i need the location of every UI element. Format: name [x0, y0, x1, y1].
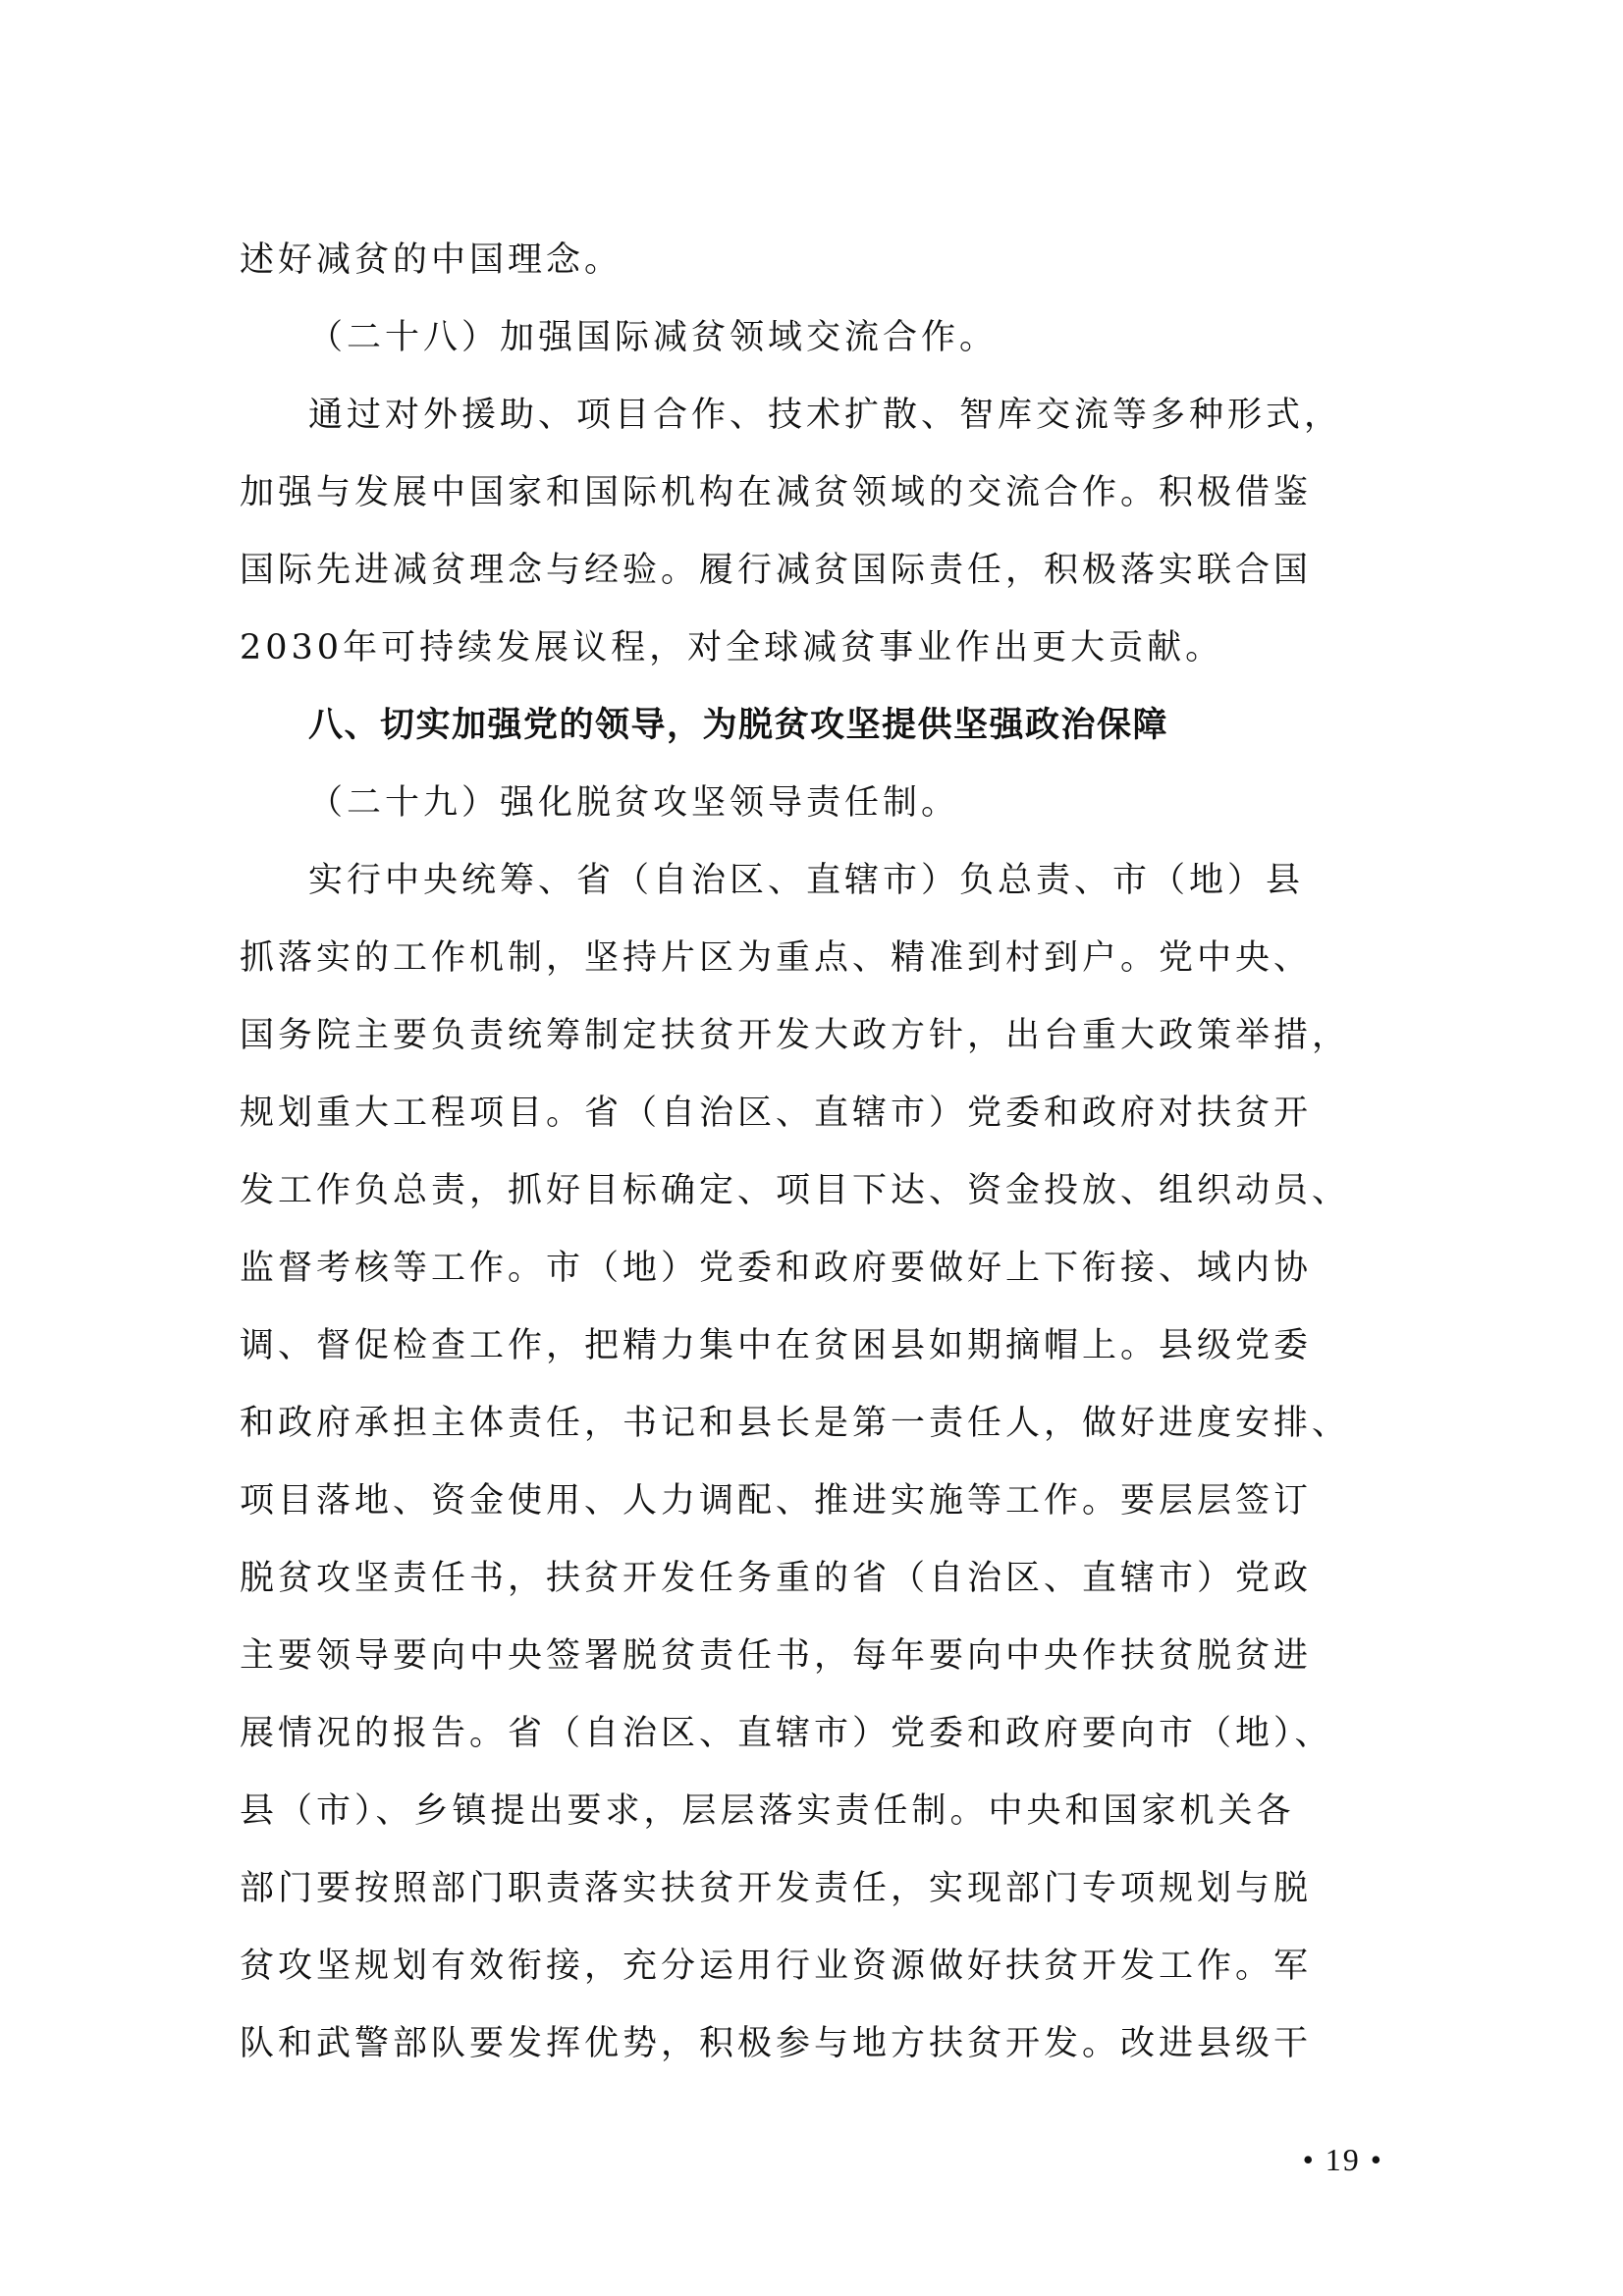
text-line: 监督考核等工作。市（地）党委和政府要做好上下衔接、域内协	[240, 1249, 1313, 1288]
text-line: 脱贫攻坚责任书，扶贫开发任务重的省（自治区、直辖市）党政	[240, 1559, 1313, 1598]
text-line: 实行中央统筹、省（自治区、直辖市）负总责、市（地）县	[308, 861, 1305, 900]
text-line: 县（市）、乡镇提出要求，层层落实责任制。中央和国家机关各	[240, 1791, 1295, 1831]
text-line: 国务院主要负责统筹制定扶贫开发大政方针，出台重大政策举措，	[240, 1016, 1351, 1055]
text-line: 调、督促检查工作，把精力集中在贫困县如期摘帽上。县级党委	[240, 1326, 1313, 1365]
text-line: 展情况的报告。省（自治区、直辖市）党委和政府要向市（地）、	[240, 1714, 1333, 1753]
text-line: 贫攻坚规划有效衔接，充分运用行业资源做好扶贫开发工作。军	[240, 1947, 1313, 1986]
text-line: 部门要按照部门职责落实扶贫开发责任，实现部门专项规划与脱	[240, 1869, 1313, 1908]
section-subheading: （二十八）加强国际减贫领域交流合作。	[308, 318, 999, 357]
text-line: 2030年可持续发展议程，对全球减贫事业作出更大贡献。	[240, 628, 1224, 667]
text-line: 发工作负总责，抓好目标确定、项目下达、资金投放、组织动员、	[240, 1171, 1351, 1210]
text-line: 项目落地、资金使用、人力调配、推进实施等工作。要层层签订	[240, 1481, 1313, 1521]
section-heading: 八、切实加强党的领导，为脱贫攻坚提供坚强政治保障	[308, 706, 1169, 745]
text-line: 述好减贫的中国理念。	[240, 240, 623, 280]
text-line: 加强与发展中国家和国际机构在减贫领域的交流合作。积极借鉴	[240, 473, 1313, 512]
page-number: • 19 •	[1302, 2142, 1383, 2177]
text-line: 规划重大工程项目。省（自治区、直辖市）党委和政府对扶贫开	[240, 1094, 1313, 1133]
text-line: 和政府承担主体责任，书记和县长是第一责任人，做好进度安排、	[240, 1404, 1351, 1443]
text-line: 抓落实的工作机制，坚持片区为重点、精准到村到户。党中央、	[240, 938, 1313, 978]
body-text	[240, 222, 1396, 2083]
section-subheading: （二十九）强化脱贫攻坚领导责任制。	[308, 783, 960, 823]
text-line: 主要领导要向中央签署脱贫责任书，每年要向中央作扶贫脱贫进	[240, 1636, 1313, 1676]
text-line: 国际先进减贫理念与经验。履行减贫国际责任，积极落实联合国	[240, 551, 1313, 590]
text-line: 通过对外援助、项目合作、技术扩散、智库交流等多种形式，	[308, 396, 1343, 435]
text-line: 队和武警部队要发挥优势，积极参与地方扶贫开发。改进县级干	[240, 2024, 1313, 2063]
